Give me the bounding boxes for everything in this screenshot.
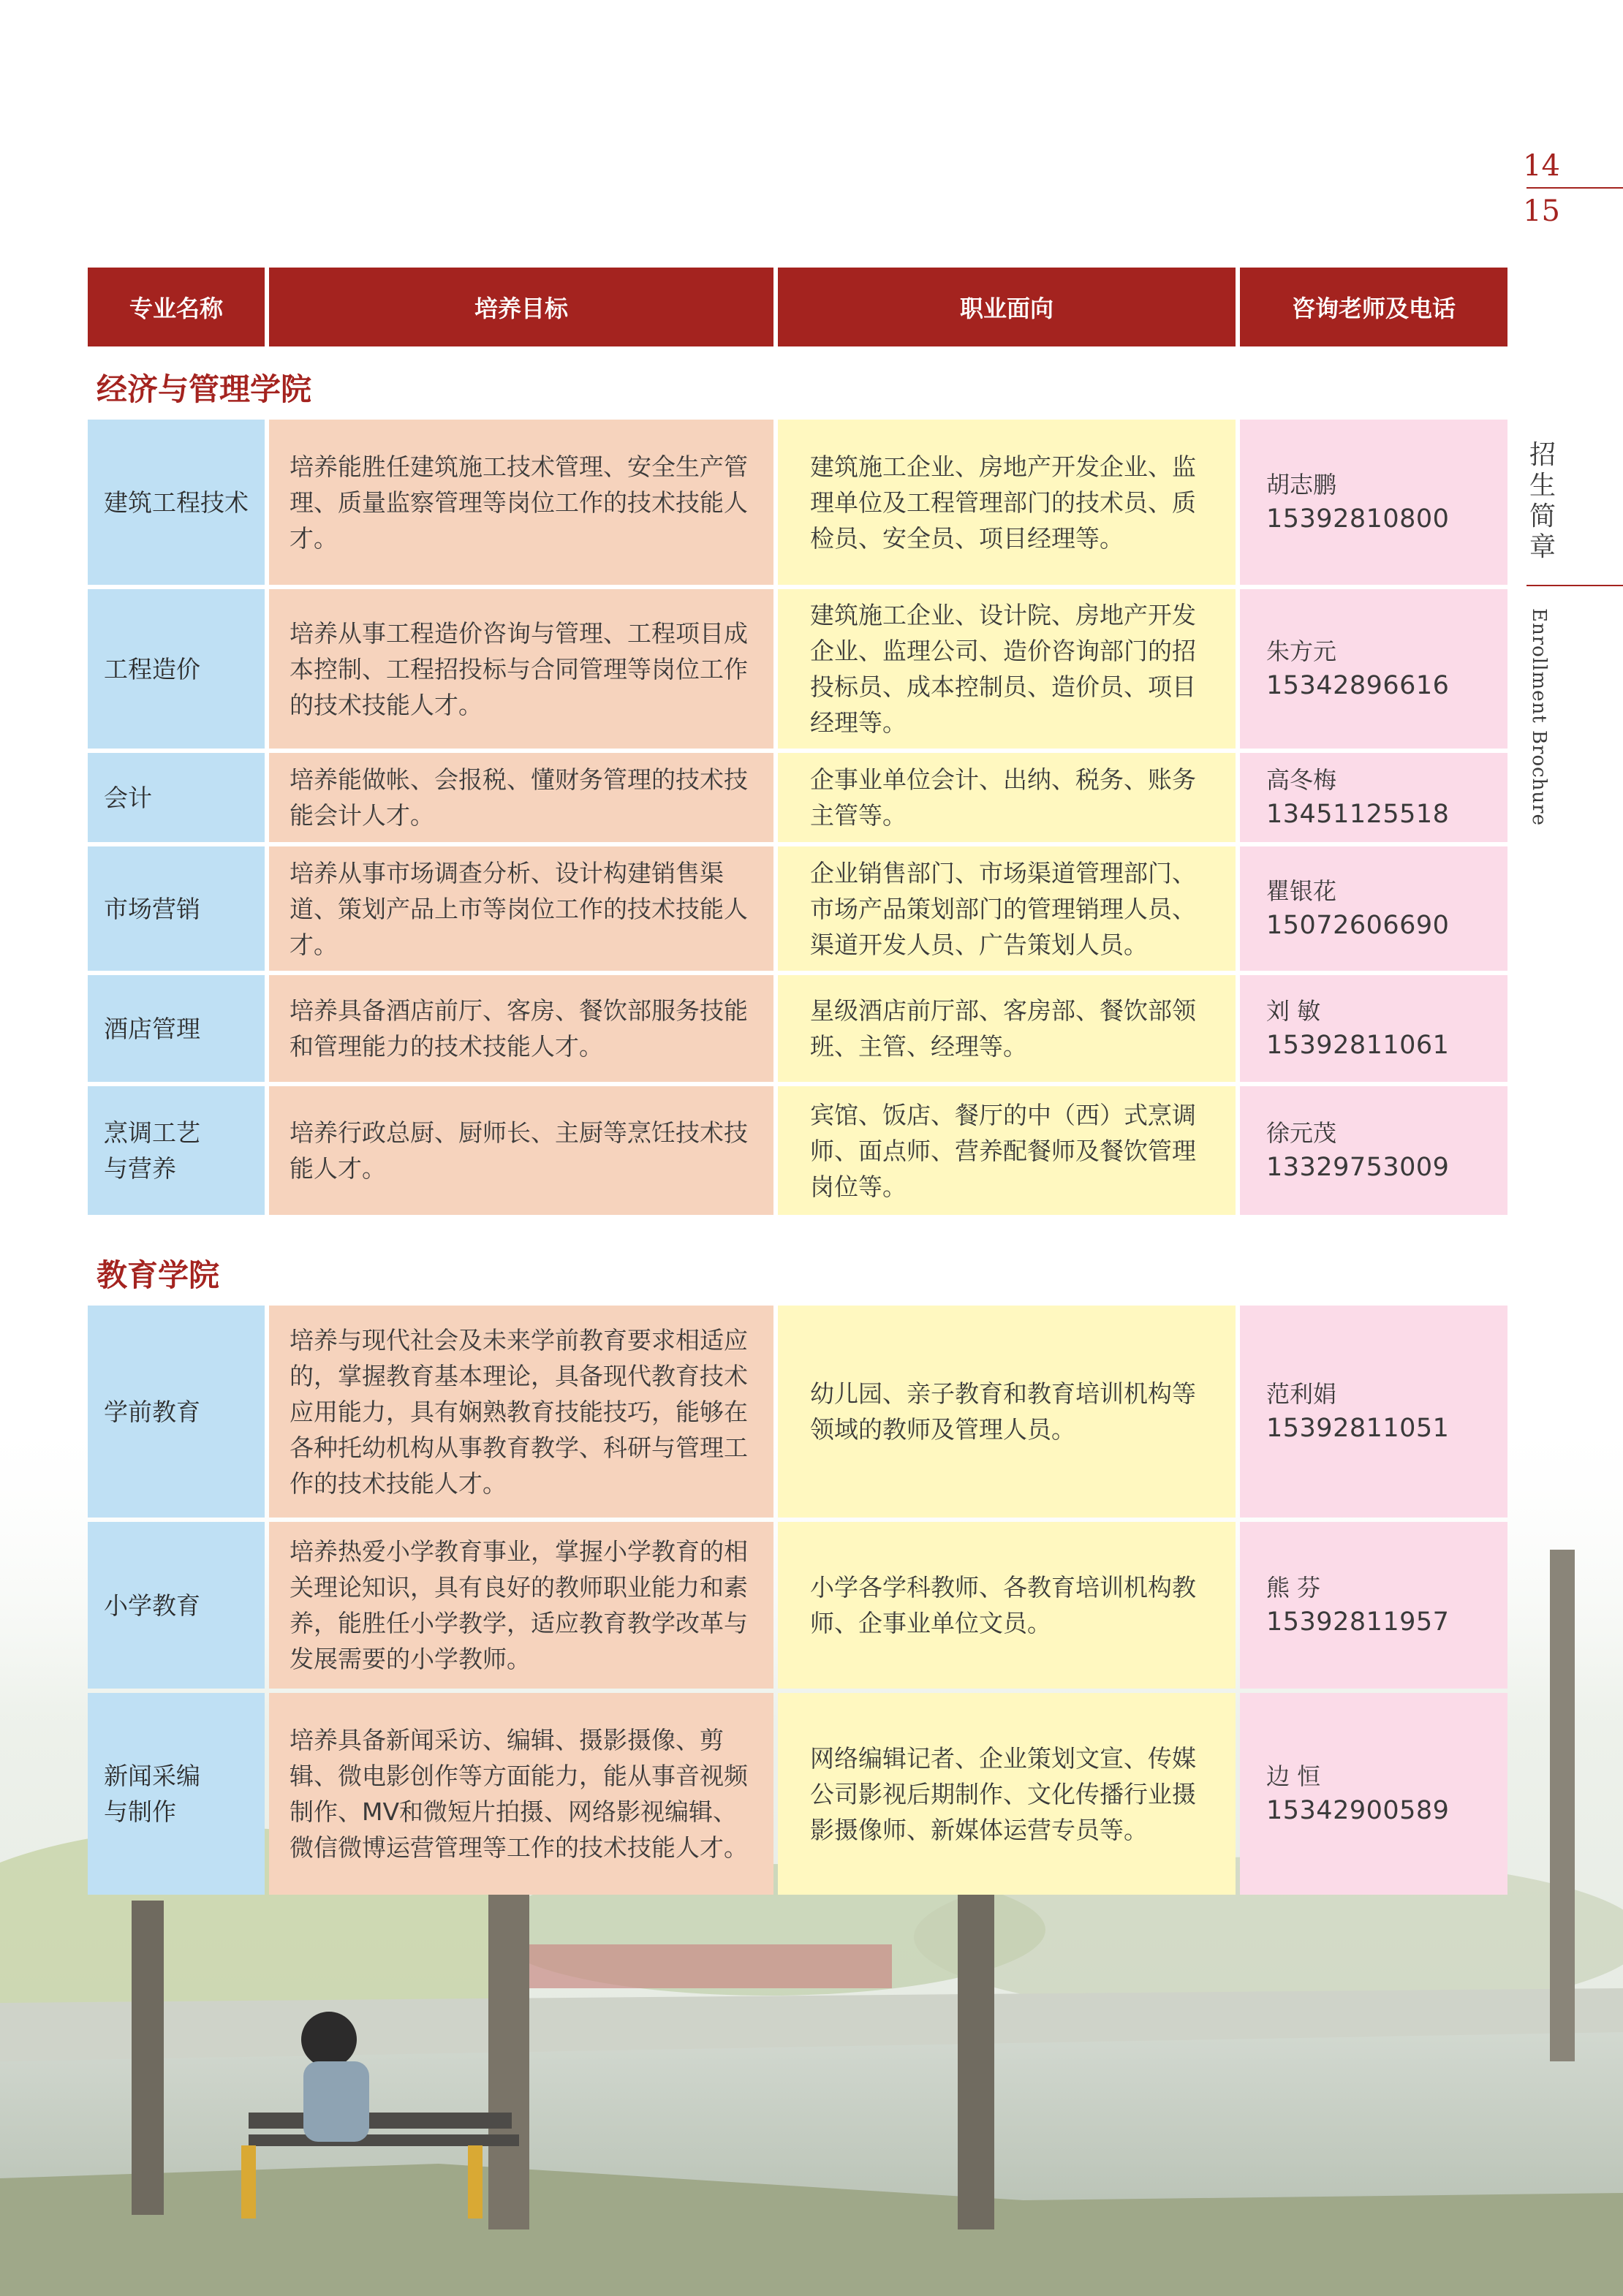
table-row-major: 建筑工程技术 (88, 420, 265, 585)
table-row-career: 企业销售部门、市场渠道管理部门、市场产品策划部门的管理销理人员、渠道开发人员、广告策划人员。 (778, 846, 1236, 971)
table-row-contact (1240, 420, 1507, 585)
table-row-goal: 培养能胜任建筑施工技术管理、安全生产管理、质量监察管理等岗位工作的技术技能人才。 (269, 420, 773, 585)
contact-teacher: 高冬梅 (1266, 766, 1337, 794)
table-row-major: 市场营销 (88, 846, 265, 971)
section-title-economics: 经济与管理学院 (97, 371, 312, 407)
table-row-goal: 培养从事工程造价咨询与管理、工程项目成本控制、工程招投标与合同管理等岗位工作的技术技能人才。 (269, 589, 773, 749)
table-row-goal: 培养能做帐、会报税、懂财务管理的技术技能会计人才。 (269, 753, 773, 842)
contact-phone: 15392811061 (1266, 1031, 1450, 1060)
contact-teacher: 胡志鹏 (1266, 471, 1337, 499)
table-row-contact (1240, 1086, 1507, 1215)
table-row-career: 建筑施工企业、房地产开发企业、监理单位及工程管理部门的技术员、质检员、安全员、项目经理等。 (778, 420, 1236, 585)
contact-phone: 15392810800 (1266, 504, 1450, 534)
contact-phone: 13329753009 (1266, 1153, 1450, 1182)
table-row-career: 宾馆、饭店、餐厅的中（西）式烹调师、面点师、营养配餐师及餐饮管理岗位等。 (778, 1086, 1236, 1215)
contact-teacher: 瞿银花 (1266, 877, 1337, 905)
table-row-goal: 培养从事市场调查分析、设计构建销售渠道、策划产品上市等岗位工作的技术技能人才。 (269, 846, 773, 971)
side-title-english: Enrollment Brochure (1528, 608, 1550, 826)
table-row-major: 新闻采编 与制作 (88, 1693, 265, 1895)
table-row-major: 酒店管理 (88, 975, 265, 1082)
table-row-goal: 培养与现代社会及未来学前教育要求相适应的，掌握教育基本理论，具备现代教育技术应用能力，具有娴熟教育技能技巧，能够在各种托幼机构从事教育教学、科研与管理工作的技术技能人才。 (269, 1306, 773, 1518)
table-row-career: 企事业单位会计、出纳、税务、账务主管等。 (778, 753, 1236, 842)
table-row-contact (1240, 1522, 1507, 1689)
table-row-career: 网络编辑记者、企业策划文宣、传媒公司影视后期制作、文化传播行业摄影摄像师、新媒体运营专员等。 (778, 1693, 1236, 1895)
table-row-goal: 培养热爱小学教育事业，掌握小学教育的相关理论知识，具有良好的教师职业能力和素养，能胜任小学教学，适应教育教学改革与发展需要的小学教师。 (269, 1522, 773, 1689)
section-title-education: 教育学院 (97, 1257, 220, 1293)
table-row-major: 会计 (88, 753, 265, 842)
contact-phone: 15392811957 (1266, 1607, 1450, 1637)
page-number-divider (1526, 187, 1623, 189)
header-major: 专业名称 (88, 268, 265, 346)
table-row-major: 小学教育 (88, 1522, 265, 1689)
table-row-career: 星级酒店前厅部、客房部、餐饮部领班、主管、经理等。 (778, 975, 1236, 1082)
table-row-career: 小学各学科教师、各教育培训机构教师、企事业单位文员。 (778, 1522, 1236, 1689)
contact-phone: 13451125518 (1266, 800, 1450, 829)
contact-teacher: 朱方元 (1266, 637, 1337, 665)
side-title-divider (1526, 585, 1623, 586)
table-row-major: 学前教育 (88, 1306, 265, 1518)
page-number-left: 14 (1523, 149, 1560, 183)
table-row-contact (1240, 589, 1507, 749)
header-contact: 咨询老师及电话 (1240, 268, 1507, 346)
contact-teacher: 范利娟 (1266, 1380, 1337, 1408)
table-row-contact (1240, 753, 1507, 842)
header-goal: 培养目标 (269, 268, 773, 346)
table-row-contact (1240, 846, 1507, 971)
table-row-major: 工程造价 (88, 589, 265, 749)
header-career: 职业面向 (778, 268, 1236, 346)
table-row-goal: 培养具备酒店前厅、客房、餐饮部服务技能和管理能力的技术技能人才。 (269, 975, 773, 1082)
table-row-contact (1240, 975, 1507, 1082)
table-row-major: 烹调工艺 与营养 (88, 1086, 265, 1215)
table-row-contact (1240, 1306, 1507, 1518)
table-row-career: 幼儿园、亲子教育和教育培训机构等领域的教师及管理人员。 (778, 1306, 1236, 1518)
table-row-goal: 培养行政总厨、厨师长、主厨等烹饪技术技能人才。 (269, 1086, 773, 1215)
table-row-contact (1240, 1693, 1507, 1895)
contact-teacher: 边 恒 (1266, 1762, 1321, 1790)
table-row-career: 建筑施工企业、设计院、房地产开发企业、监理公司、造价咨询部门的招投标员、成本控制员、造价员、项目经理等。 (778, 589, 1236, 749)
contact-phone: 15072606690 (1266, 911, 1450, 940)
contact-teacher: 刘 敏 (1266, 997, 1321, 1025)
contact-phone: 15392811051 (1266, 1414, 1450, 1443)
contact-phone: 15342900589 (1266, 1796, 1450, 1825)
contact-teacher: 徐元茂 (1266, 1119, 1337, 1147)
side-title-chinese: 招生简章 (1529, 440, 1556, 562)
table-row-goal: 培养具备新闻采访、编辑、摄影摄像、剪辑、微电影创作等方面能力，能从事音视频制作、MV和微短片拍摄、网络影视编辑、微信微博运营管理等工作的技术技能人才。 (269, 1693, 773, 1895)
page-number-right: 15 (1523, 194, 1560, 228)
contact-phone: 15342896616 (1266, 671, 1450, 700)
contact-teacher: 熊 芬 (1266, 1574, 1321, 1602)
